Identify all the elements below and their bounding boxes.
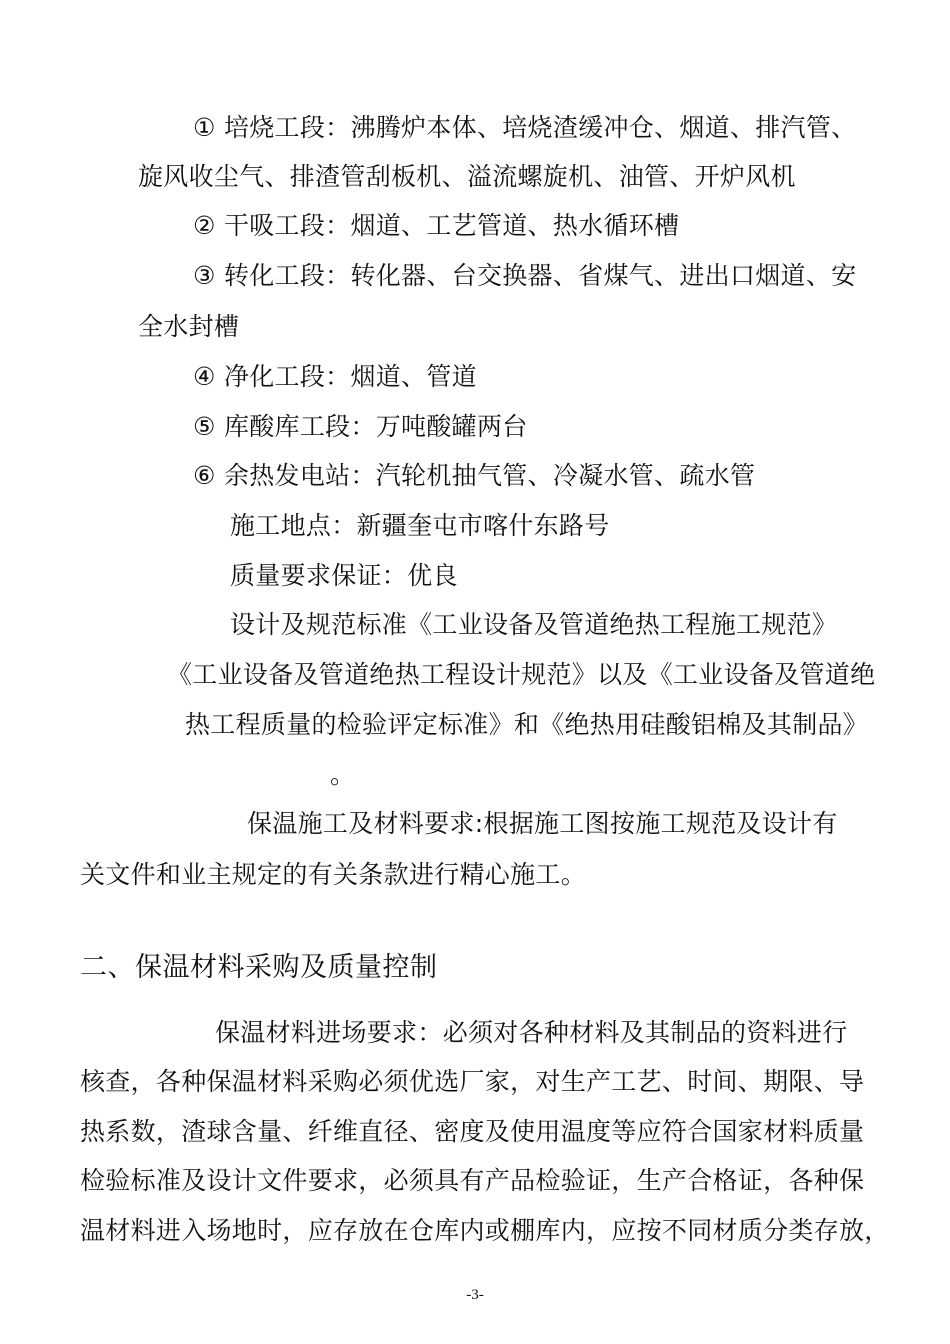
body-line-2: 核查，各种保温材料采购必须优选厂家，对生产工艺、时间、期限、导	[80, 1067, 865, 1096]
body-line-5: 温材料进入场地时，应存放在仓库内或棚库内，应按不同材质分类存放，	[80, 1216, 890, 1245]
section-heading: 二、保温材料采购及质量控制	[80, 952, 438, 983]
text-line-8: ⑥ 余热发电站：汽轮机抽气管、冷凝水管、疏水管	[193, 461, 756, 490]
text-line-1: ① 培烧工段：沸腾炉本体、培烧渣缓冲仓、烟道、排汽管、	[193, 113, 857, 142]
text-line-9: 施工地点：新疆奎屯市喀什东路号	[230, 511, 610, 540]
text-line-7: ⑤ 库酸库工段：万吨酸罐两台	[193, 412, 528, 441]
text-line-5: 全水封槽	[138, 312, 240, 341]
text-line-4: ③ 转化工段：转化器、台交换器、省煤气、进出口烟道、安	[193, 261, 857, 290]
text-line-10: 质量要求保证：优良	[230, 561, 458, 590]
body-line-4: 检验标准及设计文件要求，必须具有产品检验证，生产合格证，各种保	[80, 1166, 865, 1195]
text-line-14: 。	[330, 760, 356, 789]
text-line-6: ④ 净化工段：烟道、管道	[193, 362, 477, 391]
text-line-11: 设计及规范标准《工业设备及管道绝热工程施工规范》	[230, 610, 838, 639]
body-line-3: 热系数，渣球含量、纤维直径、密度及使用温度等应符合国家材料质量	[80, 1117, 865, 1146]
text-line-2: 旋风收尘气、排渣管刮板机、溢流螺旋机、油管、开炉风机	[138, 162, 796, 191]
text-line-12: 《工业设备及管道绝热工程设计规范》以及《工业设备及管道绝	[167, 660, 876, 689]
body-line-1: 保温材料进场要求：必须对各种材料及其制品的资料进行	[215, 1018, 848, 1047]
text-line-15: 保温施工及材料要求:根据施工图按施工规范及设计有	[247, 809, 838, 838]
page-number: -3-	[466, 1287, 484, 1303]
text-line-3: ② 干吸工段：烟道、工艺管道、热水循环槽	[193, 211, 680, 240]
text-line-16: 关文件和业主规定的有关条款进行精心施工。	[80, 860, 587, 889]
text-line-13: 热工程质量的检验评定标准》和《绝热用硅酸铝棉及其制品》	[185, 710, 869, 739]
